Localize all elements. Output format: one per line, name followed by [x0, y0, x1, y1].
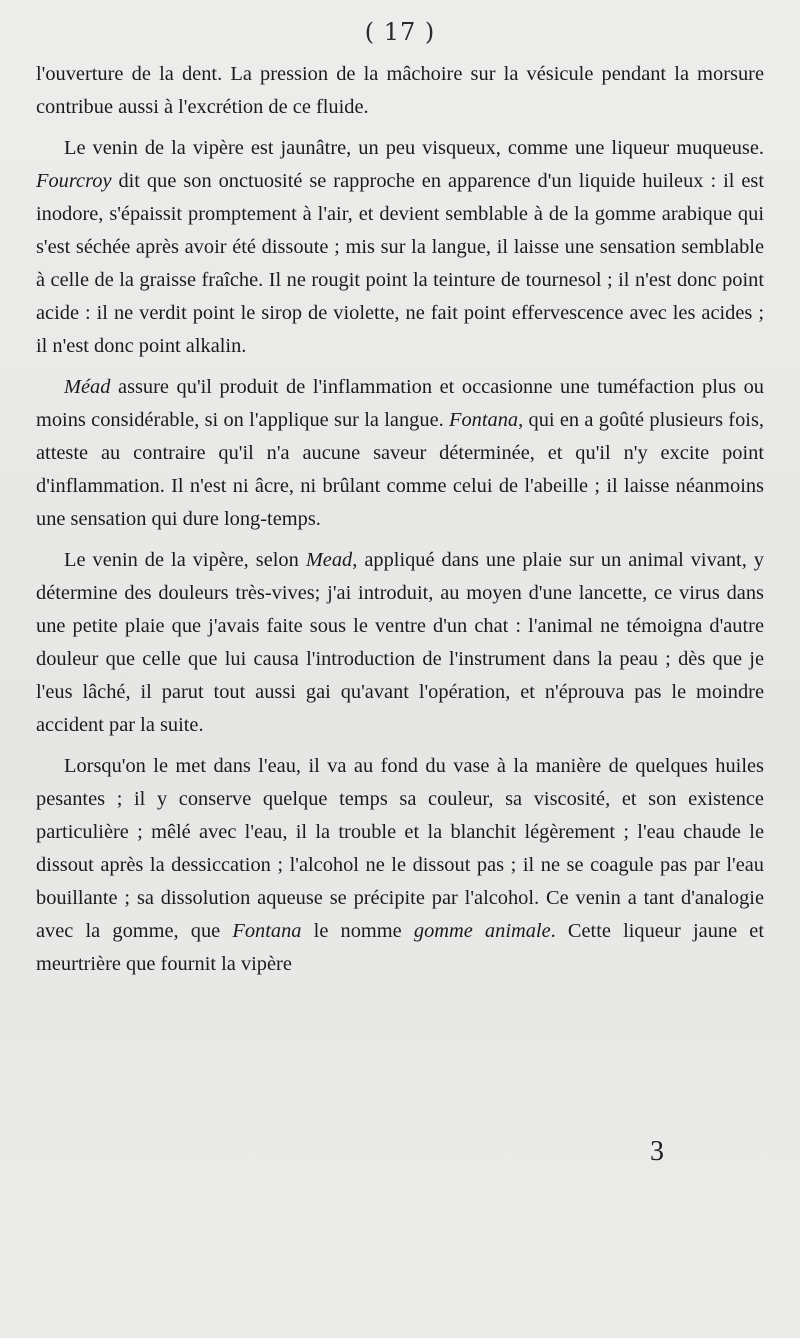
- signature-mark: 3: [650, 1136, 664, 1167]
- paragraph: [36, 750, 764, 981]
- paragraph: [36, 132, 764, 363]
- text-run: , appliqué dans une plaie sur un animal vivant, y détermine des douleurs très-vives; j'ai introduit, au moyen d'une lancette, ce virus dans une petite plaie que j'avais faite sous le ventre d'un chat : l'animal ne témoigna d'autre douleur que celle que lui causa l'introduction de l'instrument dans la peau ; dès que je l'eus lâché, il parut tout aussi gai qu'avant l'opération, et n'éprouva pas le moindre accident par la suite.: [36, 549, 764, 736]
- italic-name: gomme animale: [413, 920, 551, 942]
- paragraph: [36, 371, 764, 536]
- text-run: Le venin de la vipère est jaunâtre, un peu visqueux, comme une liqueur muqueuse.: [64, 137, 764, 159]
- italic-name: Méad: [64, 376, 111, 398]
- paragraph: [36, 58, 764, 124]
- paragraph: [36, 544, 764, 742]
- text-run: . Cette liqueur jaune et meurtrière que fournit la vipère: [36, 920, 765, 975]
- italic-name: Fourcroy: [36, 170, 112, 192]
- text-run: Le venin de la vipère, selon: [64, 549, 306, 571]
- body-text: [36, 58, 764, 981]
- text-run: dit que son onctuosité se rapproche en apparence d'un liquide huileux : il est inodore, s'épaissit promptement à l'air, et devient semblable à de la gomme arabique qui s'est séchée après avoir été dissoute ; mis sur la langue, il laisse une sensation semblable à celle de la graisse fraîche. Il ne rougit point la teinture de tournesol ; il n'est donc point acide : il ne verdit point le sirop de violette, ne fait point effervescence avec les acides ; il n'est donc point alkalin.: [36, 170, 764, 357]
- italic-name: Fontana: [449, 409, 519, 431]
- text-run: assure qu'il produit de l'inflammation et occasionne une tuméfaction plus ou moins considérable, si on l'applique sur la langue.: [36, 376, 764, 431]
- text-run: l'ouverture de la dent. La pression de la mâchoire sur la vésicule pendant la morsure contribue aussi à l'excrétion de ce fluide.: [36, 63, 764, 118]
- text-run: , qui en a goûté plusieurs fois, atteste au contraire qu'il n'a aucune saveur déterminée, et qu'il n'y excite point d'inflammation. Il n'est ni âcre, ni brûlant comme celui de l'abeille ; il laisse néanmoins une sensation qui dure long-temps.: [36, 409, 764, 530]
- page-number: ( 17 ): [364, 18, 436, 46]
- italic-name: Mead: [305, 549, 353, 571]
- text-run: Lorsqu'on le met dans l'eau, il va au fond du vase à la manière de quelques huiles pesantes ; il y conserve quelque temps sa couleur, sa viscosité, et son existence particulière ; mêlé avec l'eau, il la trouble et la blanchit légèrement ; l'eau chaude le dissout après la dessiccation ; l'alcohol ne le dissout pas ; il ne se coagule pas par l'eau bouillante ; sa dissolution aqueuse se précipite par l'alcohol. Ce venin a tant d'analogie avec la gomme, que: [36, 755, 764, 942]
- italic-name: Fontana: [232, 920, 302, 942]
- text-run: le nomme: [301, 920, 414, 942]
